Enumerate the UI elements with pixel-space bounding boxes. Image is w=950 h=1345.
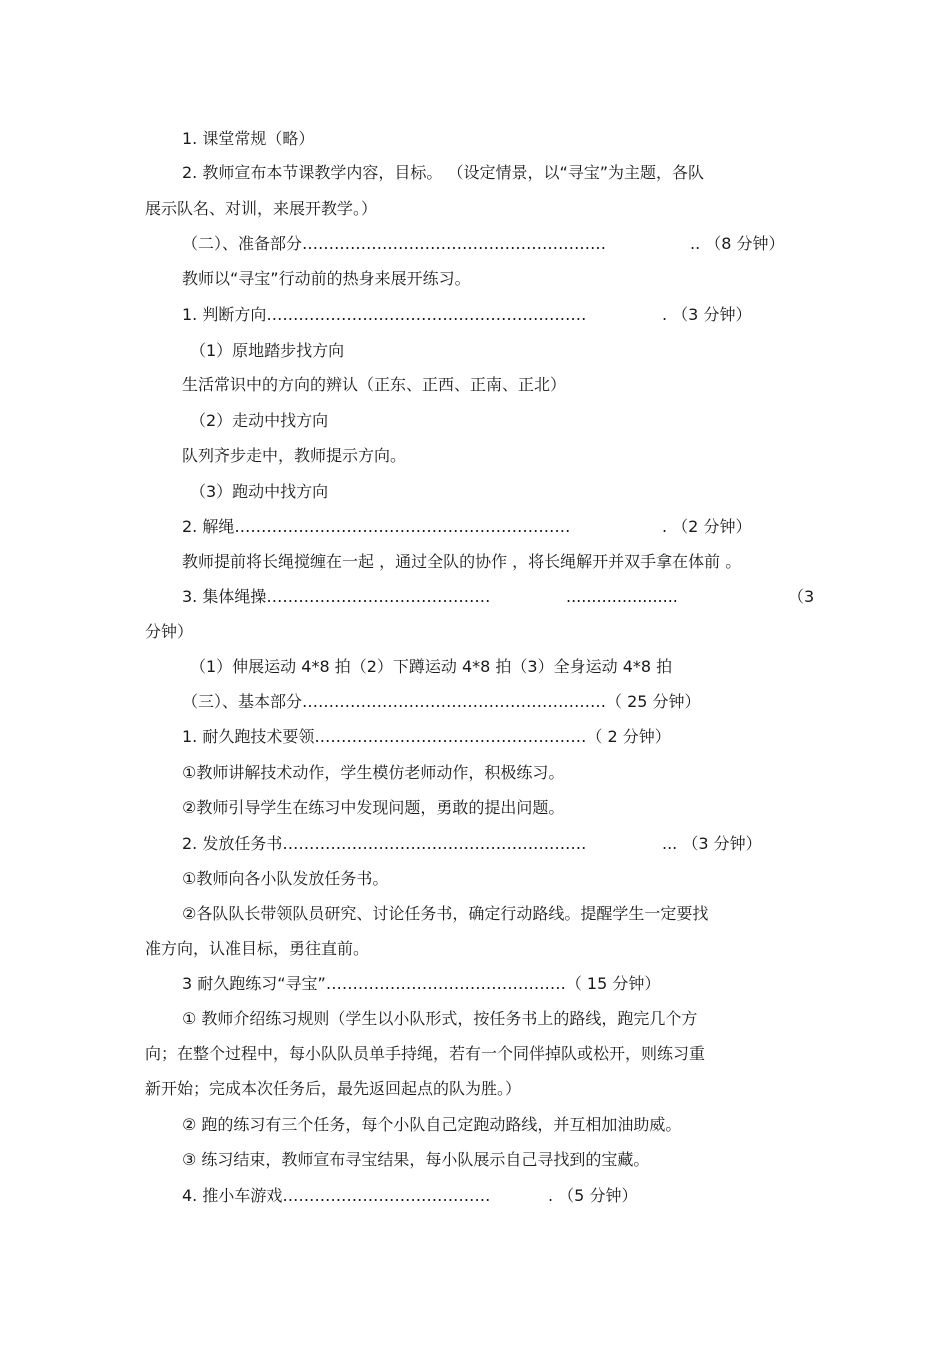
text-line: 2. 解绳………………………………………………………	[182, 517, 571, 536]
text-line: 3. 集体绳操……………………………………	[182, 587, 491, 606]
dot-leader: ......................	[566, 587, 678, 606]
text-line: 教师提前将长绳搅缠在一起 ，通过全队的协作 ，将长绳解开并双手拿在体前 。	[182, 552, 742, 571]
duration-label: . （5 分钟）	[548, 1186, 638, 1205]
text-line: ② 跑的练习有三个任务，每个小队自己定跑动路线，并互相加油助威。	[182, 1115, 682, 1134]
text-line: （3）跑动中找方向	[190, 482, 329, 501]
text-line: 向；在整个过程中，每小队队员单手持绳，若有一个同伴掉队或松开，则练习重	[145, 1044, 706, 1063]
text-line: ③ 练习结束，教师宣布寻宝结果，每小队展示自己寻找到的宝藏。	[182, 1150, 650, 1169]
text-line: 2. 教师宣布本节课教学内容，目标。 （设定情景，以“寻宝”为主题，各队	[182, 163, 705, 182]
text-line: 3 耐久跑练习“寻宝”………………………………………（ 15 分钟）	[182, 974, 661, 993]
text-line: 生活常识中的方向的辨认（正东、正西、正南、正北）	[182, 375, 567, 394]
text-line: （1）原地踏步找方向	[190, 341, 345, 360]
text-line: 4. 推小车游戏…………………………………	[182, 1186, 491, 1205]
text-line: 队列齐步走中，教师提示方向。	[182, 446, 407, 465]
text-line: ①教师讲解技术动作，学生模仿老师动作，积极练习。	[182, 763, 565, 782]
section-heading: （三）、基本部分…………………………………………………（ 25 分钟）	[182, 692, 701, 711]
text-line: ①教师向各小队发放任务书。	[182, 869, 389, 888]
text-line: 展示队名、对训，来展开教学。）	[145, 199, 378, 218]
text-line: 准方向，认准目标，勇往直前。	[145, 939, 370, 958]
duration-label: .. （8 分钟）	[690, 234, 785, 253]
text-line: ②各队队长带领队员研究、讨论任务书，确定行动路线。提醒学生一定要找	[182, 904, 709, 923]
text-line: 2. 发放任务书…………………………………………………	[182, 834, 587, 853]
text-line: 新开始；完成本次任务后，最先返回起点的队为胜。）	[145, 1079, 522, 1098]
duration-label: . （2 分钟）	[662, 517, 752, 536]
text-line: 1. 耐久跑技术要领……………………………………………（ 2 分钟）	[182, 727, 671, 746]
duration-label: . （3 分钟）	[662, 305, 752, 324]
text-line: 分钟）	[145, 622, 194, 641]
text-line: 1. 课堂常规（略）	[182, 129, 315, 148]
text-line: 教师以“寻宝”行动前的热身来展开练习。	[182, 269, 471, 288]
text-line: ②教师引导学生在练习中发现问题，勇敢的提出问题。	[182, 798, 565, 817]
duration-label: ... （3 分钟）	[662, 834, 762, 853]
section-heading: （二）、准备部分…………………………………………………	[182, 234, 607, 253]
duration-label: （3	[788, 587, 815, 606]
text-line: （1）伸展运动 4*8 拍（2）下蹲运动 4*8 拍（3）全身运动 4*8 拍	[190, 657, 673, 676]
text-line: 1. 判断方向……………………………………………………	[182, 305, 587, 324]
text-line: （2）走动中找方向	[190, 411, 329, 430]
text-line: ① 教师介绍练习规则（学生以小队形式，按任务书上的路线，跑完几个方	[182, 1009, 698, 1028]
